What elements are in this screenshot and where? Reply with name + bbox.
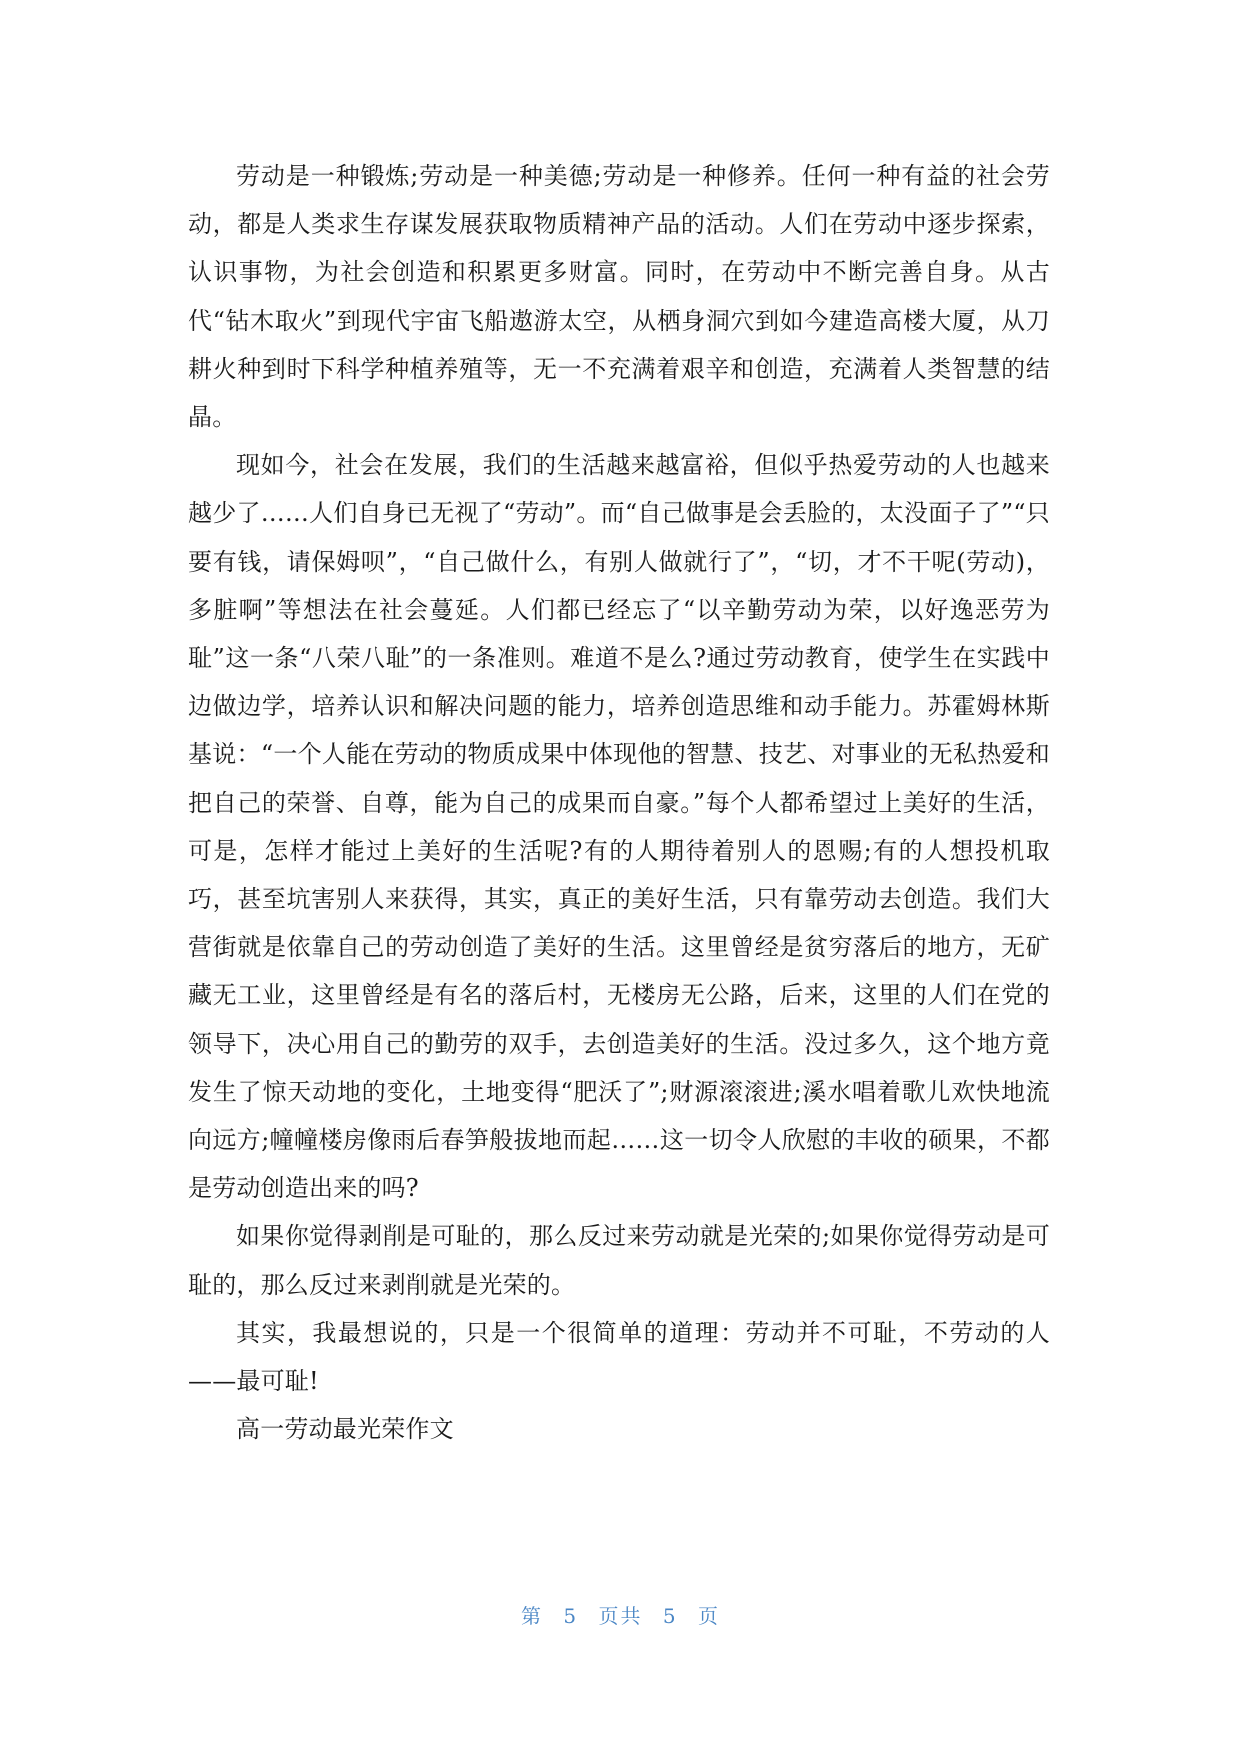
document-body <box>188 152 1050 1453</box>
footer-current-page: 5 <box>563 1604 579 1628</box>
footer-prefix: 第 <box>521 1604 544 1628</box>
paragraph-1: 劳动是一种锻炼;劳动是一种美德;劳动是一种修养。任何一种有益的社会劳动，都是人类求生存谋发展获取物质精神产品的活动。人们在劳动中逐步探索，认识事物，为社会创造和积累更多财富。同时，在劳动中不断完善自身。从古代“钻木取火”到现代宇宙飞船遨游太空，从栖身洞穴到如今建造高楼大厦，从刀耕火种到时下科学种植养殖等，无一不充满着艰辛和创造，充满着人类智慧的结晶。 <box>188 162 1050 432</box>
paragraph-3: 如果你觉得剥削是可耻的，那么反过来劳动就是光荣的;如果你觉得劳动是可耻的，那么反过来剥削就是光荣的。 <box>188 1222 1050 1299</box>
paragraph-5-title: 高一劳动最光荣作文 <box>236 1415 454 1444</box>
footer-suffix: 页 <box>697 1604 720 1628</box>
paragraph-4: 其实，我最想说的，只是一个很简单的道理：劳动并不可耻，不劳动的人——最可耻! <box>188 1318 1050 1396</box>
page-number-footer <box>0 1600 1241 1629</box>
footer-total-pages: 5 <box>662 1604 678 1628</box>
paragraph-2: 现如今，社会在发展，我们的生活越来越富裕，但似乎热爱劳动的人也越来越少了……人们自身已无视了“劳动”。而“自己做事是会丢脸的，太没面子了”“只要有钱，请保姆呗”，“自己做什么，有别人做就行了”，“切，才不干呢(劳动)，多脏啊”等想法在社会蔓延。人们都已经忘了“以辛勤劳动为荣，以好逸恶劳为耻”这一条“八荣八耻”的一条准则。难道不是么?通过劳动教育，使学生在实践中边做边学，培养认识和解决问题的能力，培养创造思维和动手能力。苏霍姆林斯基说：“一个人能在劳动的物质成果中体现他的智慧、技艺、对事业的无私热爱和把自己的荣誉、自尊，能为自己的成果而自豪。”每个人都希望过上美好的生活，可是，怎样才能过上美好的生活呢?有的人期待着别人的恩赐;有的人想投机取巧，甚至坑害别人来获得，其实，真正的美好生活，只有靠劳动去创造。我们大营街就是依靠自己的劳动创造了美好的生活。这里曾经是贫穷落后的地方，无矿藏无工业，这里曾经是有名的落后村，无楼房无公路，后来，这里的人们在党的领导下，决心用自己的勤劳的双手，去创造美好的生活。没过多久，这个地方竟发生了惊天动地的变化，土地变得“肥沃了”;财源滚滚进;溪水唱着歌儿欢快地流向远方;幢幢楼房像雨后春笋般拔地而起……这一切令人欣慰的丰收的硕果，不都是劳动创造出来的吗? <box>188 451 1050 1203</box>
footer-middle: 页共 <box>598 1604 643 1628</box>
